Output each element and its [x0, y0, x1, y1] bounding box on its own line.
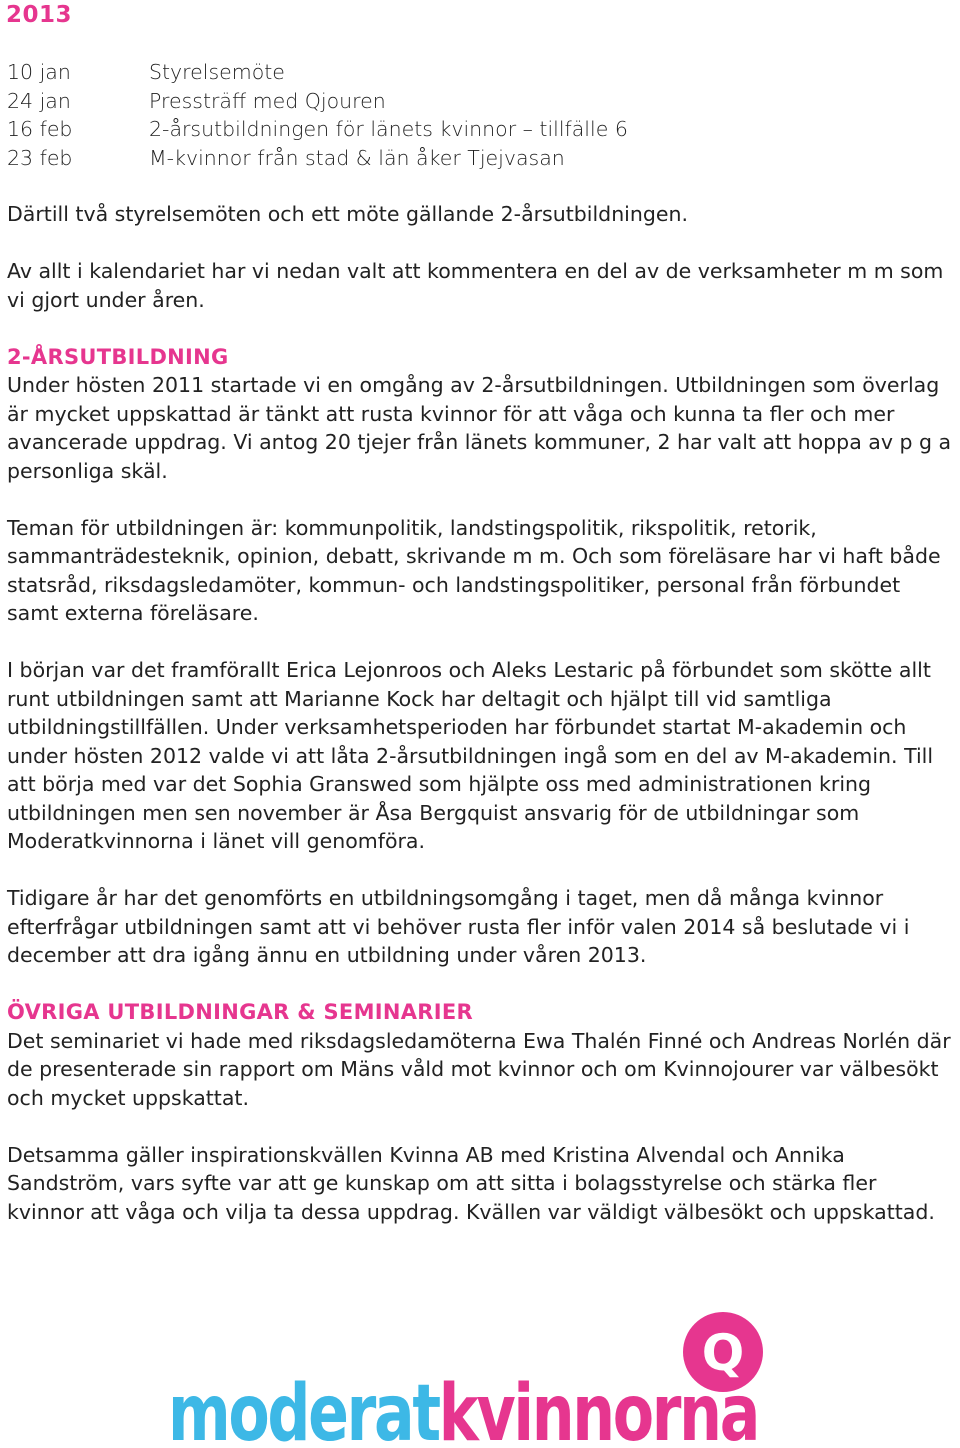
- calendar-date: 10 jan: [7, 60, 71, 84]
- body-paragraph: Teman för utbildningen är: kommunpolitik, landstingspolitik, rikspolitik, retorik, sammanträdesteknik, opinion, debatt, skrivande m m. Och som föreläsare har vi haft både statsråd, riksdagsledamöter, kommun- och landstingspolitiker, personal från förbundet samt externa föreläsare.: [7, 515, 941, 625]
- calendar-item: [7, 87, 947, 116]
- main-content: [7, 200, 957, 1255]
- calendar-date: 16 feb: [7, 117, 73, 141]
- body-paragraph: Tidigare år har det genomförts en utbildningsomgång i taget, men då många kvinnor efterfrågar utbildningen samt att vi behöver rusta fler inför valen 2014 så beslutade vi i december att dra igång ännu en utbildning under våren 2013.: [7, 886, 910, 967]
- calendar-item: [7, 115, 947, 144]
- moderatkvinnorna-logo: [168, 1310, 853, 1448]
- calendar-event: Pressträff med Qjouren: [149, 88, 386, 113]
- calendar-event: M-kvinnor från stad & län åker Tjejvasan: [149, 145, 565, 170]
- year-heading: 2013: [6, 2, 73, 28]
- calendar-item: [7, 144, 947, 173]
- body-paragraph: I början var det framförallt Erica Lejonroos och Aleks Lestaric på förbundet som skötte allt runt utbildningen samt att Marianne Kock har deltagit och hjälpt till vid samtliga utbildningstillfällen. Under verksamhetsperioden har förbundet startat M-akademin och under hösten 2012 valde vi att låta 2-årsutbildningen ingå som en del av M-akademin. Till att börja med var det Sophia Granswed som hjälpte oss med administrationen kring utbildningen men sen november är Åsa Bergquist ansvarig för de utbildningar som Moderatkvinnorna i länet vill genomföra.: [7, 658, 934, 853]
- calendar-event: Styrelsemöte: [149, 60, 285, 84]
- section-heading: 2-ÅRSUTBILDNING: [7, 344, 229, 369]
- intro-paragraph: Därtill två styrelsemöten och ett möte gällande 2-årsutbildningen.: [7, 202, 689, 226]
- logo-badge-letter: Q: [701, 1324, 745, 1382]
- calendar-date: 24 jan: [7, 88, 71, 113]
- body-paragraph: Det seminariet vi hade med riksdagsledamöterna Ewa Thalén Finné och Andreas Norlén där de presenterade sin rapport om Mäns våld mot kvinnor och om Kvinnojourer var välbesökt och mycket uppskattat.: [7, 1028, 951, 1110]
- section-heading: ÖVRIGA UTBILDNINGAR & SEMINARIER: [7, 1000, 474, 1024]
- body-paragraph: Detsamma gäller inspirationskvällen Kvinna AB med Kristina Alvendal och Annika Sandström, vars syfte var att ge kunskap om att sitta i bolagsstyrelse och stärka fler kvinnor att våga och vilja ta dessa uppdrag. Kvällen var väldigt välbesökt och uppskattad.: [7, 1142, 935, 1224]
- logo-wordmark: [168, 1369, 853, 1448]
- calendar-list: [7, 58, 947, 172]
- body-paragraph: Under hösten 2011 startade vi en omgång av 2-årsutbildningen. Utbildningen som överlag är mycket uppskattad är tänkt att rusta kvinnor för att våga och kunna ta fler och mer avancerade uppdrag. Vi antog 20 tjejer från länets kommuner, 2 har valt att hoppa av p g a personliga skäl.: [7, 373, 952, 483]
- logo-part-kvinnorna: kvinnorna: [438, 1369, 853, 1448]
- calendar-event: 2-årsutbildningen för länets kvinnor – tillfälle 6: [149, 117, 628, 141]
- intro-paragraph: Av allt i kalendariet har vi nedan valt att kommentera en del av de verksamheter m m som vi gjort under åren.: [7, 259, 944, 312]
- calendar-date: 23 feb: [7, 145, 73, 170]
- calendar-item: [7, 58, 947, 87]
- logo-part-moderat: moderat: [168, 1369, 519, 1448]
